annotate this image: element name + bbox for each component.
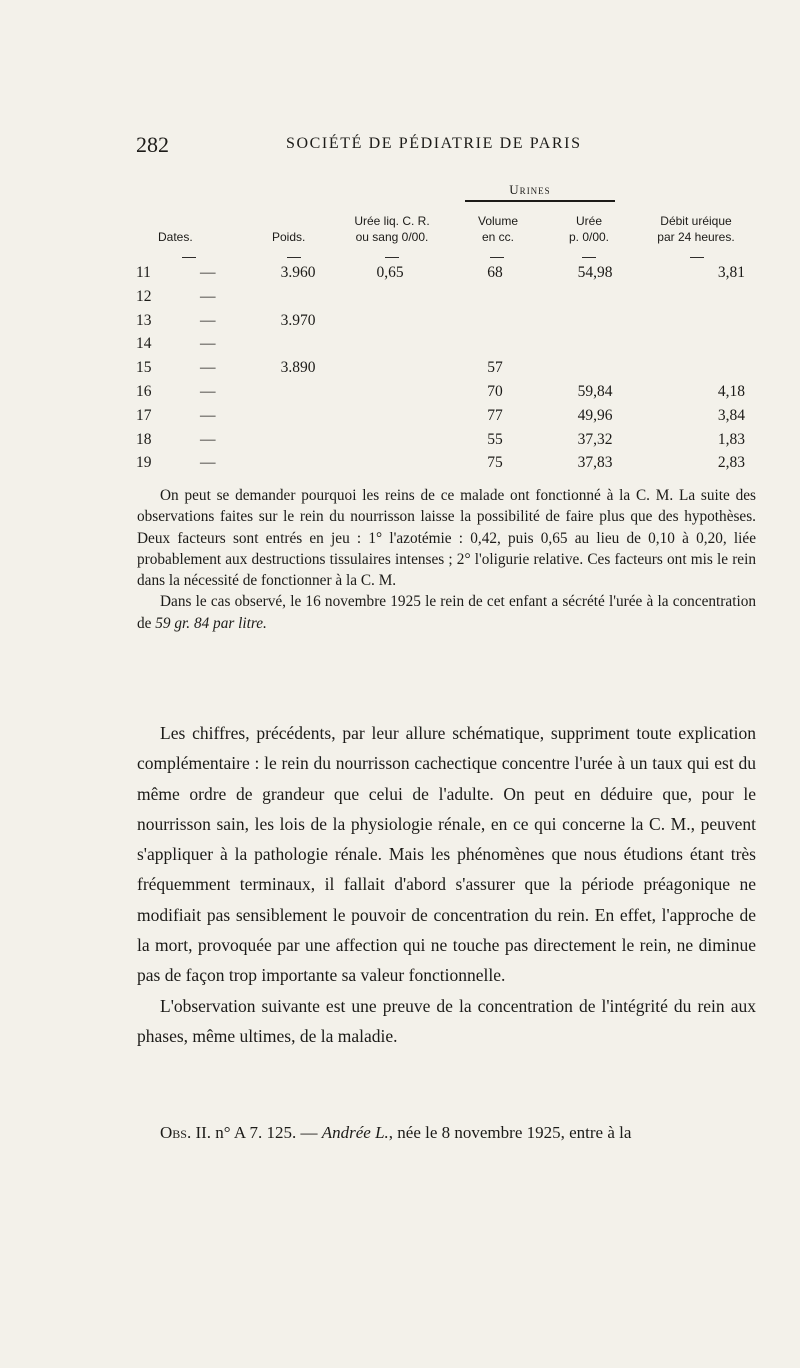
- col-header-debit-line1: Débit uréique: [660, 214, 732, 228]
- cell-day: 19: [136, 454, 152, 472]
- cell-dash: —: [200, 335, 216, 353]
- observation-line: [137, 1121, 756, 1145]
- header-dash-poids: —: [287, 248, 301, 264]
- cell-dash: —: [200, 406, 216, 424]
- cell-uree: 49,96: [577, 406, 613, 424]
- cell-volume: 75: [487, 454, 503, 472]
- cell-debit: 3,84: [717, 406, 745, 424]
- cell-volume: 55: [487, 430, 503, 448]
- urines-group-header: Urines: [509, 182, 551, 197]
- observation-text: , née le 8 novembre 1925, entre à la: [388, 1123, 632, 1142]
- cell-day: 14: [136, 335, 152, 353]
- col-header-dates: Dates.: [158, 230, 193, 244]
- header-dash-volume: —: [490, 248, 504, 264]
- header-dash-debit: —: [690, 248, 704, 264]
- paragraph-3: Les chiffres, précédents, par leur allure schématique, suppriment toute explication complémentaire : le rein du nourrisson cachectique concentre l'urée à un taux qui est du même ordre de grandeur que celui de l'adulte. On peut en déduire que, pour le nourrisson sain, les lois de la physiologie rénale, en ce qui concerne la C. M., peuvent s'appliquer à la pathologie rénale. Mais les phénomènes que nous étudions étant très fréquemment terminaux, il fallait d'abord s'assurer que la période préagonique ne modifiait pas sensiblement le pouvoir de concentration du rein. En effet, l'approche de la mort, provoquée par une affection qui ne touche pas directement le rein, ne diminue pas de façon trop importante sa valeur fonctionnelle.: [137, 723, 756, 986]
- cell-volume: 70: [487, 383, 503, 400]
- cell-volume: 57: [487, 359, 503, 377]
- cell-dash: —: [200, 359, 216, 377]
- col-header-uree-line1: Urée: [575, 214, 602, 228]
- paragraph-2-text: Dans le cas observé, le 16 novembre 1925 le rein de cet enfant a sécrété l'urée à la concentration de: [137, 593, 756, 632]
- observation-label: Obs. II.: [160, 1123, 212, 1142]
- cell-debit: 3,81: [717, 264, 745, 281]
- cell-uree: 37,32: [577, 430, 613, 448]
- cell-dash: —: [200, 454, 216, 472]
- page-number: 282: [136, 132, 169, 157]
- col-header-uree-liq-line1: Urée liq. C. R.: [354, 214, 430, 228]
- cell-day: 18: [136, 430, 152, 448]
- paragraph-1: On peut se demander pourquoi les reins de ce malade ont fonctionné à la C. M. La suite des observations faites sur le rein du nourrisson laisse la possibilité de faire plus que des hypothèses. Deux facteurs sont entrés en jeu : 1° l'azotémie : 0,42, puis 0,65 au lieu de 0,10 à 0,20, liée probablement aux destructions tissulaires intenses ; 2° l'oligurie relative. Ces facteurs ont mis le rein dans la nécessité de fonctionner à la C. M.: [137, 487, 756, 590]
- col-header-volume-line2: en cc.: [481, 230, 514, 244]
- cell-poids: 3.970: [280, 311, 316, 329]
- cell-volume: 68: [487, 264, 503, 281]
- cell-dash: —: [200, 430, 216, 448]
- paragraph-block-large: [137, 718, 756, 1051]
- cell-uree: 59,84: [577, 383, 613, 400]
- header-dash-uree-liq: —: [385, 248, 399, 264]
- col-header-uree-liq-line2: ou sang 0/00.: [355, 230, 429, 244]
- cell-day: 15: [136, 359, 152, 377]
- running-title: SOCIÉTÉ DE PÉDIATRIE DE PARIS: [286, 135, 582, 152]
- cell-dash: —: [200, 311, 216, 329]
- paragraph-block-small: [137, 485, 756, 634]
- patient-name: Andrée L.: [321, 1123, 389, 1142]
- paragraph-2-italic: 59 gr. 84 par litre.: [155, 614, 267, 632]
- urine-table: [0, 0, 800, 480]
- cell-dash: —: [200, 264, 216, 281]
- cell-day: 11: [136, 264, 151, 281]
- col-header-poids: Poids.: [272, 230, 306, 244]
- header-dash-uree: —: [582, 248, 596, 264]
- cell-uree: 37,83: [577, 454, 613, 472]
- col-header-uree-line2: p. 0/00.: [568, 230, 610, 244]
- paragraph-4: L'observation suivante est une preuve de la concentration de l'intégrité du rein aux phases, même ultimes, de la maladie.: [137, 995, 756, 1046]
- observation-number: n° A 7. 125. —: [211, 1123, 322, 1142]
- cell-uree-liq: 0,65: [376, 264, 404, 281]
- paragraph-2: [137, 591, 756, 634]
- cell-dash: —: [200, 383, 216, 400]
- col-header-volume-line1: Volume: [477, 214, 519, 228]
- cell-dash: —: [200, 287, 216, 305]
- cell-day: 13: [136, 311, 152, 329]
- cell-poids: 3.960: [280, 264, 316, 281]
- cell-debit: 2,83: [717, 454, 745, 472]
- cell-day: 16: [136, 383, 152, 400]
- cell-day: 17: [136, 406, 152, 424]
- observation-paragraph: [137, 1121, 756, 1145]
- cell-uree: 54,98: [577, 264, 613, 281]
- cell-debit: 4,18: [717, 383, 745, 400]
- cell-debit: 1,83: [717, 430, 745, 448]
- urines-group-rule: [465, 200, 615, 202]
- col-header-debit-line2: par 24 heures.: [657, 230, 735, 244]
- cell-volume: 77: [487, 406, 503, 424]
- cell-day: 12: [136, 287, 152, 305]
- cell-poids: 3.890: [280, 359, 316, 377]
- header-dash-dates: —: [182, 248, 196, 264]
